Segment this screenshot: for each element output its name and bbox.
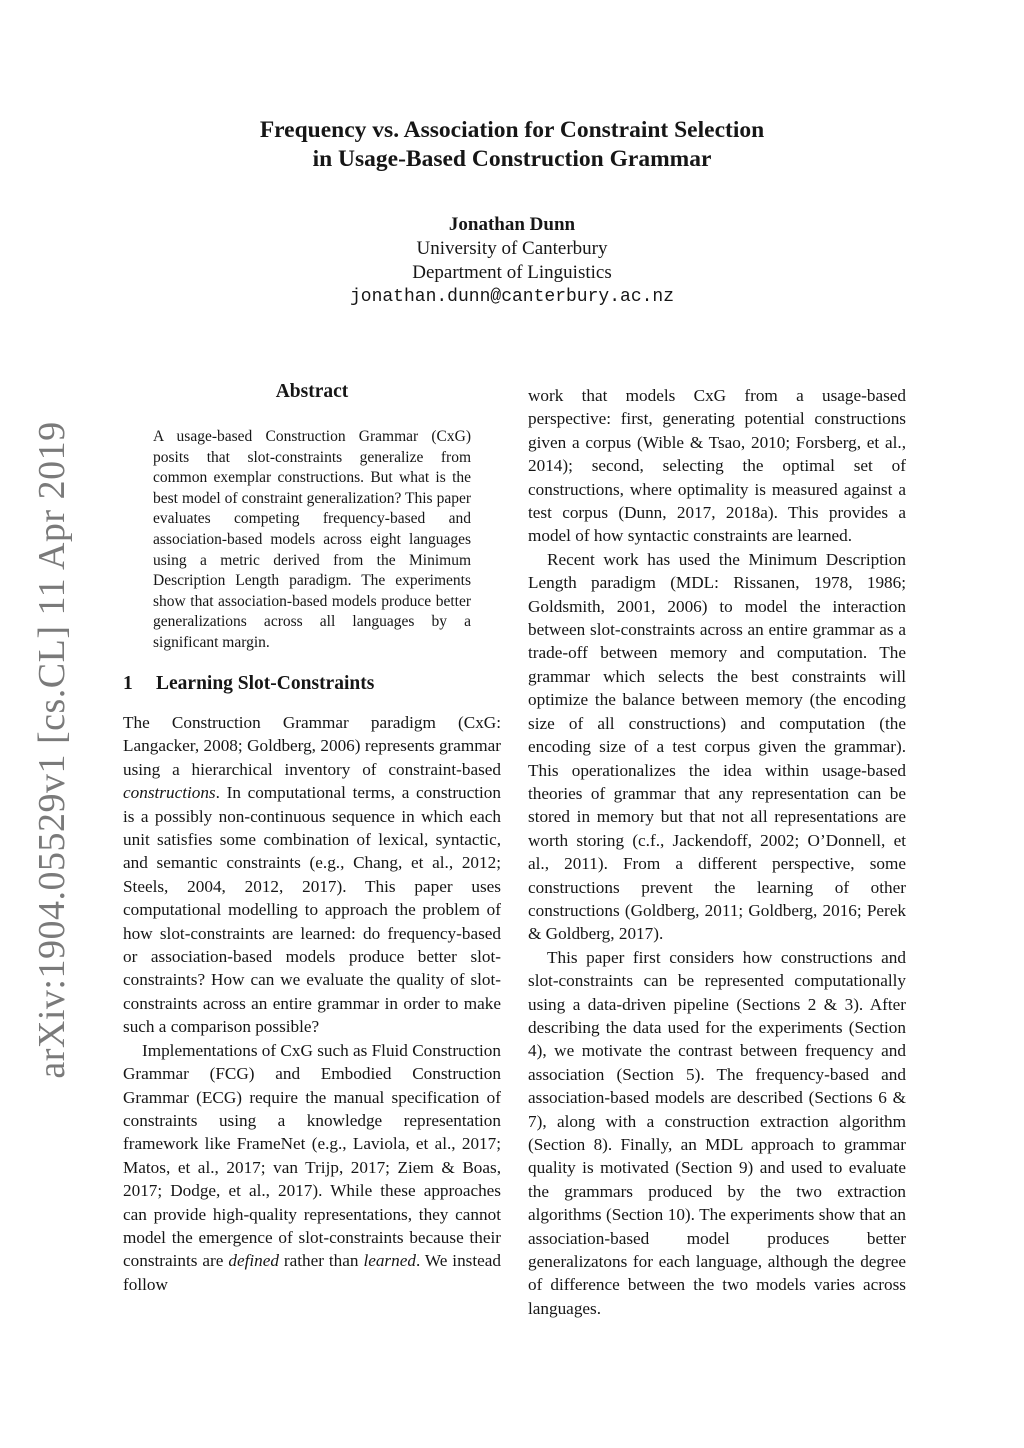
author-name: Jonathan Dunn (448, 214, 576, 235)
paragraph-4: Recent work has used the Minimum Description Length paradigm (MDL: Rissanen, 1978, 1986; Goldsmith, 2001, 2006) to model the interaction between slot-constraints across an entire grammar as a trade-off between memory and computation. The grammar which selects the best constraints will optimize the balance between memory (the encoding size of all constructions) and computation (the encoding size of a test corpus given the grammar). This operationalizes the idea within usage-based theories of grammar that any representation can be stored in memory but that not all representations are worth storing (c.f., Jackendoff, 2002; O’Donnell, et al., 2011). From a different perspective, some constructions prevent the learning of other constructions (Goldberg, 2011; Goldberg, 2016; Perek & Goldberg, 2017). (528, 549, 906, 944)
section-number: 1 (123, 673, 133, 694)
author-email: jonathan.dunn@canterbury.ac.nz (349, 287, 675, 307)
author-affiliation: University of Canterbury (416, 238, 608, 259)
abstract-heading: Abstract (275, 381, 349, 402)
paragraph-3: work that models CxG from a usage-based perspective: first, generating potential constructions given a corpus (Wible & Tsao, 2010; Forsberg, et al., 2014); second, selecting the optimal set of constructions, where optimality is measured against a test corpus (Dunn, 2017, 2018a). This provides a model of how syntactic constraints are learned. (528, 386, 906, 546)
title-line-1: Frequency vs. Association for Constraint Selection (259, 117, 765, 143)
author-block (0, 213, 1024, 309)
section-title: Learning Slot-Constraints (156, 673, 375, 694)
arxiv-identifier-stamp: arXiv:1904.05529v1 [cs.CL] 11 Apr 2019 (31, 421, 73, 1079)
paragraph-5: This paper first considers how constructions and slot-constraints can be represented computationally using a data-driven pipeline (Sections 2 & 3). After describing the data used for the experiments (Section 4), we motivate the contrast between frequency and association (Section 5). The frequency-based and association-based models are described (Sections 6 & 7), along with a construction extraction algorithm (Section 8). Finally, an MDL approach to grammar quality is motivated (Section 9) and used to evaluate the grammars produced by the two extraction algorithms (Section 10). The experiments show that an association-based model produces better generalizatons for each language, although the degree of difference between the two models varies across languages. (528, 947, 906, 1318)
author-department: Department of Linguistics (412, 262, 612, 283)
section-heading (123, 673, 374, 695)
title-line-2: in Usage-Based Construction Grammar (312, 146, 712, 172)
right-column (528, 384, 906, 1320)
paper-title (0, 116, 1024, 174)
abstract-text: A usage-based Construction Grammar (CxG) posits that slot-constraints generalize from common exemplar constructions. But what is the best model of constraint generalization? This paper evaluates competing frequency-based and association-based models across eight languages using a metric derived from the Minimum Description Length paradigm. The experiments show that association-based models produce better generalizations across all languages by a significant margin. (153, 428, 471, 651)
left-column (123, 711, 501, 1296)
paragraph-1: The Construction Grammar paradigm (CxG: Langacker, 2008; Goldberg, 2006) represents grammar using a hierarchical inventory of constraint-based constructions. In computational terms, a construction is a possibly non-continuous sequence in which each unit satisfies some combination of lexical, syntactic, and semantic constraints (e.g., Chang, et al., 2012; Steels, 2004, 2012, 2017). This paper uses computational modelling to approach the problem of how slot-constraints are learned: do frequency-based or association-based models produce better slot-constraints? How can we evaluate the quality of slot-constraints across an entire grammar in order to make such a comparison possible? (123, 713, 501, 1037)
paragraph-2: Implementations of CxG such as Fluid Construction Grammar (FCG) and Embodied Construction Grammar (ECG) require the manual specification of constraints using a knowledge representation framework like FrameNet (e.g., Laviola, et al., 2017; Matos, et al., 2017; van Trijp, 2017; Ziem & Boas, 2017; Dodge, et al., 2017). While these approaches can provide high-quality representations, they cannot model the emergence of slot-constraints because their constraints are defined rather than learned. We instead follow (123, 1040, 501, 1294)
